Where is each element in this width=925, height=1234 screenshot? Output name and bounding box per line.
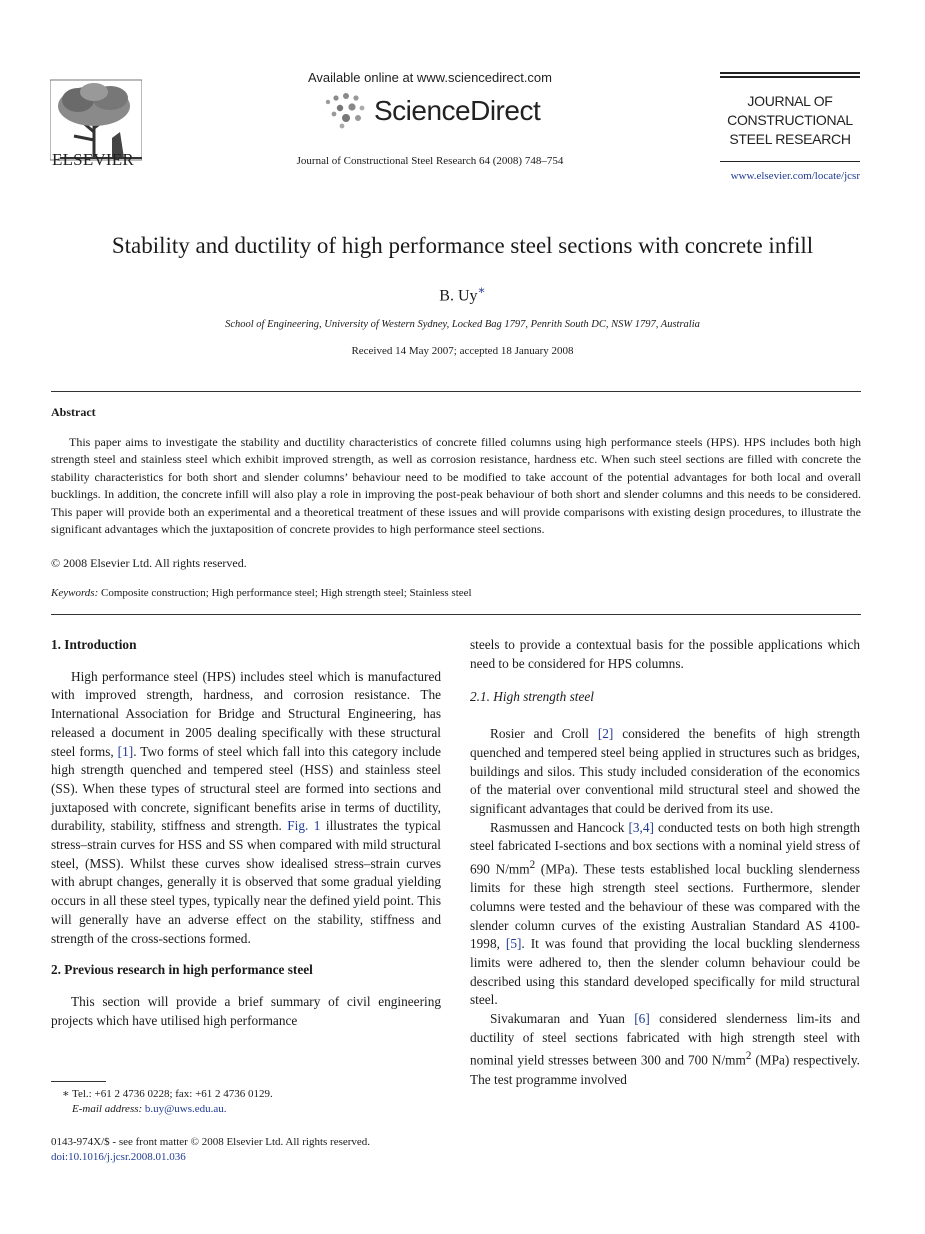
affiliation: School of Engineering, University of Western Sydney, Locked Bag 1797, Penrith South DC, NSW 1797, Australia bbox=[225, 319, 700, 330]
section-heading-introduction: 1. Introduction bbox=[51, 637, 137, 652]
section-heading-previous-research: 2. Previous research in high performance steel bbox=[51, 962, 313, 978]
intro-paragraph bbox=[51, 668, 441, 949]
hss-text: (MPa). These tests established local buckling slenderness limits for these high strength steel sections. Furthermore, slender columns were tested and the behaviour of these was compared with the slender column curves of the existing Australian Standard AS 4100-1998, bbox=[470, 861, 860, 952]
author-footnote-link[interactable]: ∗ bbox=[477, 283, 486, 297]
available-online-text: Available online at www.sciencedirect.com bbox=[308, 70, 552, 85]
email-label: E-mail address: bbox=[72, 1103, 143, 1115]
received-dates: Received 14 May 2007; accepted 18 January 2008 bbox=[351, 345, 574, 357]
footnote-mark: ∗ bbox=[62, 1088, 70, 1100]
ref-3-4-link[interactable]: [3,4] bbox=[628, 819, 654, 835]
journal-masthead-rules bbox=[720, 72, 860, 80]
hss-text: considered slenderness lim-its and ductility of steel sections fabricated with high strength steel with nominal yield stresses between 300 and 700 N/mm bbox=[470, 1011, 860, 1068]
ref-6-link[interactable]: [6] bbox=[634, 1011, 650, 1027]
journal-masthead-line: CONSTRUCTIONAL bbox=[727, 112, 853, 128]
author-name: B. Uy bbox=[439, 287, 478, 305]
publisher-name: ELSEVIER bbox=[52, 150, 134, 169]
footnote-tel-text: Tel.: +61 2 4736 0228; fax: +61 2 4736 0129. bbox=[72, 1088, 273, 1100]
hss-text: Rosier and Croll bbox=[490, 726, 598, 742]
front-matter bbox=[51, 1135, 370, 1165]
hss-text: conducted tests on both high strength steel fabricated I-sections and box sections with a nominal yield stress of 690 N/mm bbox=[470, 819, 860, 877]
intro-text: High performance steel (HPS) includes steel which is manufactured with improved strength, hardness, and corrosion resistance. The International Association for Bridge and Structural Engineering, has released a document in 2005 dealing specifically with these structural steel forms, bbox=[51, 668, 441, 759]
journal-masthead-line: JOURNAL OF bbox=[747, 93, 833, 109]
ref-5-link[interactable]: [5] bbox=[505, 936, 522, 952]
hss-text: Rasmussen and Hancock bbox=[490, 819, 629, 835]
hss-paragraph-1 bbox=[470, 725, 860, 819]
journal-masthead bbox=[720, 92, 860, 149]
right-column bbox=[470, 636, 860, 1089]
abstract-heading: Abstract bbox=[51, 405, 96, 419]
intro-text: illustrates the typical stress–strain curves for HSS and SS when compared with mild structural steel, (MSS). Whilst these curves show idealised stress–strain curves with abrupt changes, generally it is observed that some gradual yielding occurs in all these steel types, typically near the defined yield point. This will generally have an adverse effect on the stability, stiffness and strength of the cross-sections formed. bbox=[51, 818, 441, 946]
journal-url-link[interactable]: www.elsevier.com/locate/jcsr bbox=[730, 170, 860, 182]
doi-link[interactable]: doi:10.1016/j.jcsr.2008.01.036 bbox=[51, 1151, 186, 1163]
abstract-divider bbox=[51, 614, 861, 615]
keywords-list: Composite construction; High performance steel; High strength steel; Stainless steel bbox=[101, 587, 472, 599]
journal-masthead-line: STEEL RESEARCH bbox=[729, 131, 851, 147]
sciencedirect-wordmark: ScienceDirect bbox=[374, 95, 541, 126]
previous-research-paragraph: This section will provide a brief summary of civil engineering projects which have utilised high performance bbox=[51, 993, 441, 1028]
hss-text: Sivakumaran and Yuan bbox=[490, 1011, 635, 1027]
hss-paragraph-2 bbox=[470, 819, 860, 1010]
subsection-heading-high-strength-steel: 2.1. High strength steel bbox=[470, 689, 594, 705]
superscript: 2 bbox=[745, 1050, 752, 1063]
footnote-email bbox=[72, 1102, 227, 1117]
hss-text: . It was found that providing the local buckling slenderness limits were adhered to, then the slender column behaviour could be described using this standard developed specifically for mild structural steel. bbox=[470, 936, 860, 1008]
fig-1-link[interactable]: Fig. 1 bbox=[287, 818, 321, 834]
keywords-label: Keywords: bbox=[51, 587, 99, 599]
footnote-rule bbox=[51, 1081, 106, 1082]
left-column bbox=[51, 636, 441, 1030]
issn-line: 0143-974X/$ - see front matter © 2008 Elsevier Ltd. All rights reserved. bbox=[51, 1136, 371, 1148]
footnote-tel bbox=[62, 1087, 273, 1102]
top-divider bbox=[51, 391, 861, 392]
hss-paragraph-3 bbox=[470, 1010, 860, 1089]
hss-text: (MPa) respectively. The test programme involved bbox=[470, 1052, 860, 1087]
author-line bbox=[0, 283, 925, 305]
superscript: 2 bbox=[529, 859, 536, 872]
intro-text: . Two forms of steel which fall into this category include high strength quenched and tempered steel (HSS) and stainless steel (SS). When these types of structural steel are formed into sections and juxtaposed with concrete, significant benefits arise in terms of ductility, durability, stability, stiffness and strength. bbox=[51, 743, 441, 834]
journal-citation: Journal of Constructional Steel Research 64 (2008) 748–754 bbox=[296, 155, 564, 167]
email-link[interactable]: b.uy@uws.edu.au. bbox=[144, 1103, 227, 1115]
hss-text: considered the benefits of high strength quenched and tempered steel being applied in structures such as bridges, buildings and silos. This study included consideration of the economics of the material over conventional mild structural steel and showed the significant advantages that could be derived from its use. bbox=[470, 726, 860, 816]
article-title: Stability and ductility of high performance steel sections with concrete infill bbox=[111, 233, 814, 258]
ref-1-link[interactable]: [1] bbox=[117, 743, 134, 759]
continued-paragraph: steels to provide a contextual basis for the possible applications which need to be considered for HPS columns. bbox=[470, 637, 860, 671]
abstract-text: This paper aims to investigate the stability and ductility characteristics of concrete filled columns using high performance steels (HPS). HPS includes both high strength steel and stainless steel which exhibit improved strength, as well as corrosion resistance, hardness etc. When such steel sections are filled with concrete the stability characteristics for both short and slender columns’ behaviour need to be modified to take account of the potential advantages for both local and overall bucklings. In addition, the concrete infill will also play a role in improving the post-peak behaviour of both short and slender columns and this needs to be considered. This paper will provide both an experimental and a theoretical treatment of these issues and will provide comparisons with existing design procedures, to illustrate the significant advantages which the juxtaposition of concrete provides to high performance steel sections. bbox=[51, 435, 861, 537]
keywords bbox=[51, 587, 472, 599]
masthead-divider bbox=[720, 161, 860, 162]
abstract-copyright: © 2008 Elsevier Ltd. All rights reserved. bbox=[51, 556, 247, 570]
ref-2-link[interactable]: [2] bbox=[597, 726, 614, 742]
